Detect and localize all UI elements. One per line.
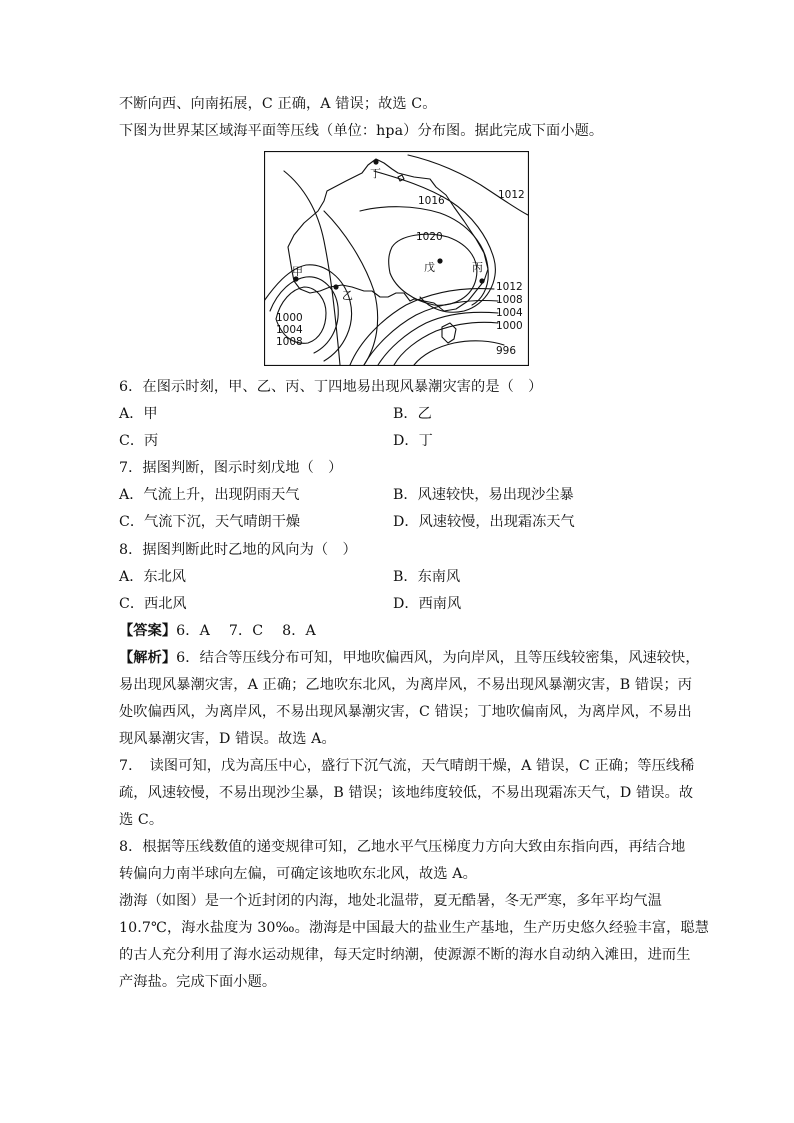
map-frame [265,152,529,366]
bohai-line: 10.7℃，海水盐度为 30‰。渤海是中国最大的盐业生产基地，生产历史悠久经验丰富，聪慧 [119,920,710,936]
isobar-label: 1004 [496,307,523,319]
question-option: B．风速较快，易出现沙尘暴 [393,487,574,503]
answer-text: 6．A 7．C 8．A [176,623,316,639]
question-option: D．风速较慢，出现霜冻天气 [393,514,575,530]
question-option: B．乙 [393,406,432,422]
question-option: C．西北风 [119,596,187,612]
place-label: 乙 [342,289,353,302]
question-stem: 8．据图判断此时乙地的风向为（ ） [119,542,357,558]
intro-line: 下图为世界某区域海平面等压线（单位：hpa）分布图。据此完成下面小题。 [119,123,604,139]
isobar-label: 996 [496,345,517,357]
isobar-label: 1000 [276,312,303,324]
analysis-line: 选 C。 [119,812,164,828]
bohai-line: 的古人充分利用了海水运动规律，每天定时纳潮，使源源不断的海水自动纳入滩田，进而生 [119,947,691,963]
point-wu [437,258,442,263]
question-stem: 6．在图示时刻，甲、乙、丙、丁四地易出现风暴潮灾害的是（ ） [119,379,543,395]
question-option: B．东南风 [393,569,461,585]
bohai-line: 产海盐。完成下面小题。 [119,974,277,990]
isobar-label: 1008 [276,336,303,348]
answer-line [119,621,316,641]
place-label: 甲 [292,265,303,278]
analysis-line: 现风暴潮灾害，D 错误。故选 A。 [119,731,336,747]
intro-line: 不断向西、向南拓展，C 正确，A 错误；故选 C。 [119,96,437,112]
question-stem: 7．据图判断，图示时刻戊地（ ） [119,460,343,476]
analysis-line: 8．根据等压线数值的递变规律可知，乙地水平气压梯度力方向大致由东指向西，再结合地 [119,839,686,855]
place-label: 丁 [370,167,381,180]
isobar-label: 1020 [416,231,443,243]
analysis-tag: 【解析】 [119,650,177,666]
question-option: A．东北风 [119,569,186,585]
analysis-line: 7． 读图可知，戊为高压中心，盛行下沉气流，天气晴朗干燥，A 错误，C 正确；等压线稀 [119,758,695,774]
point-yi [333,284,338,289]
isobar-label: 1012 [496,281,523,293]
place-label: 戊 [424,261,435,274]
question-option: D．丁 [393,433,433,449]
isobar-label: 1016 [418,195,445,207]
question-option: D．西南风 [393,596,462,612]
question-option: C．气流下沉，天气晴朗干燥 [119,514,301,530]
analysis-line: 处吹偏西风，为离岸风，不易出现风暴潮灾害，C 错误；丁地吹偏南风，为离岸风，不易出 [119,704,692,720]
point-ding [373,159,378,164]
analysis-text: 6．结合等压线分布可知，甲地吹偏西风，为向岸风，且等压线较密集，风速较快， [176,650,700,666]
bohai-line: 渤海（如图）是一个近封闭的内海，地处北温带，夏无酷暑，冬无严寒，多年平均气温 [119,893,662,909]
isobar-label: 1008 [496,294,523,306]
point-bing [479,278,484,283]
isobar-label: 1004 [276,324,303,336]
analysis-line: 疏，风速较慢，不易出现沙尘暴，B 错误；该地纬度较低，不易出现霜冻天气，D 错误。故 [119,785,694,801]
analysis-line: 转偏向力南半球向左偏，可确定该地吹东北风，故选 A。 [119,866,477,882]
place-label: 丙 [472,261,483,274]
isobar-label: 1000 [496,320,523,332]
isobar-label: 1012 [498,189,525,201]
analysis-line: 易出现风暴潮灾害，A 正确；乙地吹东北风，为离岸风，不易出现风暴潮灾害，B 错误；丙 [119,677,693,693]
answer-tag: 【答案】 [119,623,177,639]
question-option: A．甲 [119,406,158,422]
analysis-line [119,648,700,668]
question-option: A．气流上升，出现阴雨天气 [119,487,300,503]
isobar-map [264,151,529,366]
question-option: C．丙 [119,433,159,449]
